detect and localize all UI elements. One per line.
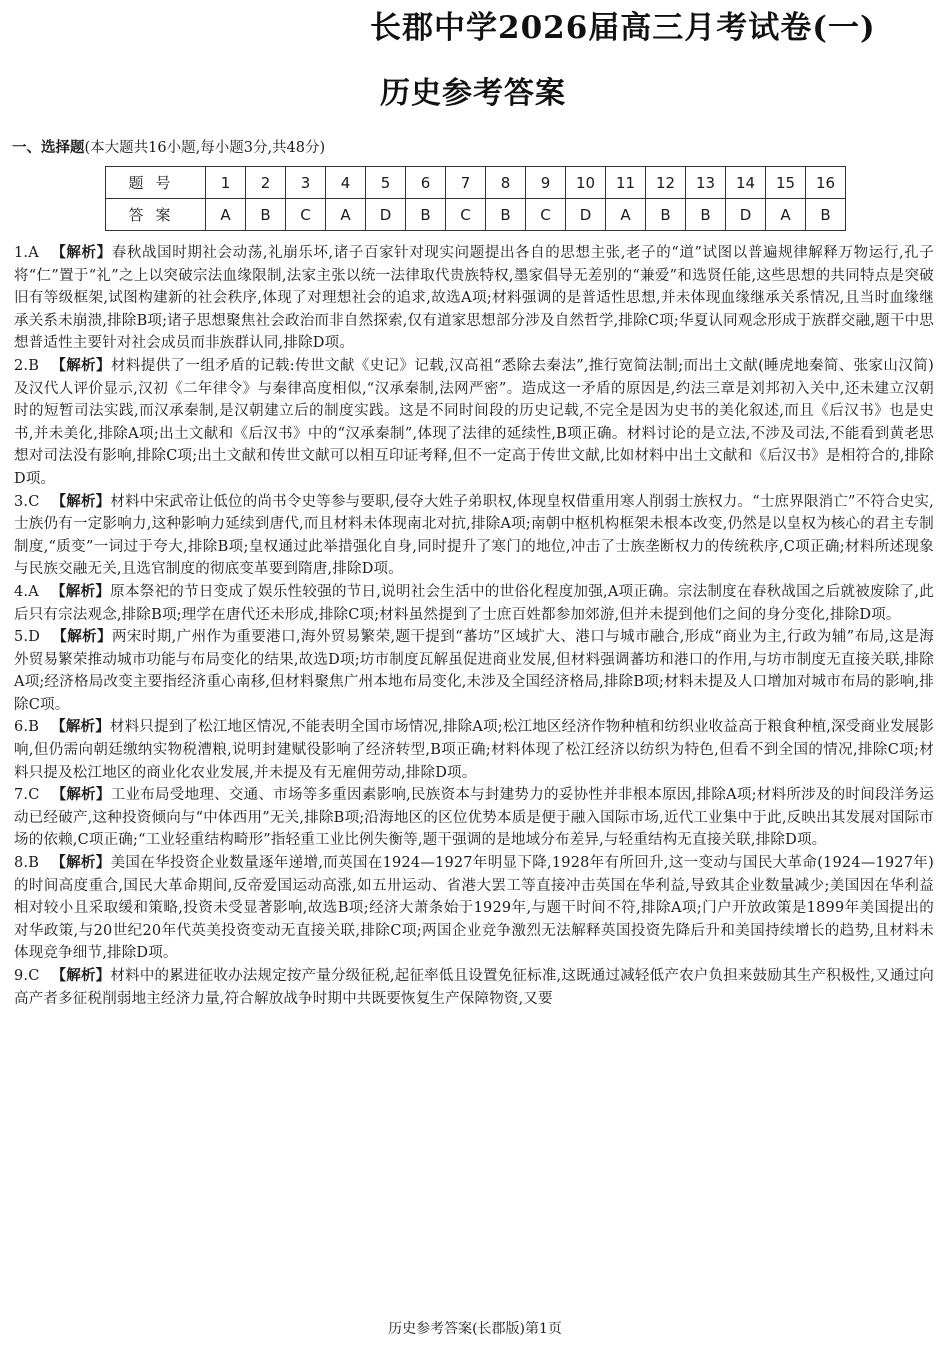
answer-cell: C	[446, 199, 486, 231]
analysis-tag: 【解析】	[50, 244, 112, 261]
answer-cell: A	[606, 199, 646, 231]
exam-title: 长郡中学2026届高三月考试卷(一)	[370, 10, 876, 46]
analysis-tag: 【解析】	[51, 718, 110, 736]
page-footer: 历史参考答案(长郡版)第1页	[388, 1321, 562, 1337]
answer-cell: B	[246, 199, 286, 231]
question-number: 7	[446, 167, 486, 199]
analysis-tag: 【解析】	[51, 967, 111, 984]
answer-row	[106, 199, 846, 231]
row-label-answer: 答案	[106, 199, 206, 231]
question-number: 9	[526, 167, 566, 199]
explanation-list	[14, 242, 934, 1010]
item-number: 4.A	[14, 583, 39, 600]
explanation-item-5	[14, 626, 934, 716]
answer-cell: D	[366, 199, 406, 231]
answer-cell: A	[206, 199, 246, 231]
answer-cell: B	[646, 199, 686, 231]
question-number: 10	[566, 167, 606, 199]
question-number: 16	[806, 167, 846, 199]
question-number: 6	[406, 167, 446, 199]
analysis-tag: 【解析】	[52, 628, 112, 646]
answer-cell: A	[326, 199, 366, 231]
explanation-text: 两宋时期,广州作为重要港口,海外贸易繁荣,题干提到“蕃坊”区域扩大、港口与城市融合,形成“商业为主,行政为辅”布局,这是海外贸易繁荣推动城市功能与布局变化的结果,故选D项;坊市制度瓦解虽促进商业发展,但材料强调蕃坊和港口的作用,与坊市制度无直接关联,排除A项;经济格局改变主要指经济重心南移,但材料聚焦广州本地布局变化,未涉及全国经济格局,排除B项;材料未提及人口增加对城市布局的影响,排除C项。	[14, 629, 934, 713]
explanation-item-3	[14, 491, 934, 581]
answer-cell: C	[526, 199, 566, 231]
question-number: 14	[726, 167, 766, 199]
explanation-text: 美国在华投资企业数量逐年递增,而英国在1924—1927年明显下降,1928年有所回升,这一变动与国民大革命(1924—1927年)的时间高度重合,国民大革命期间,反帝爱国运动高涨,如五卅运动、省港大罢工等直接冲击英国在华利益,导致其企业数量减少;美国因在华利益相对较小且采取缓和策略,投资未受显著影响,故选B项;经济大萧条始于1929年,与题干时间不符,排除A项;门户开放政策是1899年美国提出的对华政策,与20世纪20年代英美投资变动无直接关联,排除C项;两国企业竞争激烈无法解释英国投资先降后升和美国持续增长的趋势,且材料未体现竞争细节,排除D项。	[14, 855, 934, 962]
question-number: 2	[246, 167, 286, 199]
question-number: 3	[286, 167, 326, 199]
analysis-tag: 【解析】	[50, 582, 111, 600]
question-number: 11	[606, 167, 646, 199]
explanation-text: 原本祭祀的节日变成了娱乐性较强的节日,说明社会生活中的世俗化程度加强,A项正确。宗法制度在春秋战国之后就被废除了,此后只有宗法观念,排除B项;理学在唐代还未形成,排除C项;材料虽然提到了士庶百姓都参加郊游,但并未提到他们之间的身分变化,排除D项。	[14, 583, 934, 623]
question-number: 13	[686, 167, 726, 199]
explanation-item-2	[14, 355, 934, 491]
explanation-item-4	[14, 581, 934, 626]
item-number: 8.B	[14, 855, 40, 872]
explanation-item-8	[14, 852, 934, 965]
analysis-tag: 【解析】	[51, 492, 111, 510]
item-number: 3.C	[14, 493, 40, 510]
section-heading	[12, 136, 325, 157]
answer-cell: C	[286, 199, 326, 231]
explanation-text: 材料中的累进征收办法规定按产量分级征税,起征率低且设置免征标准,这既通过减轻低产农户负担来鼓励其生产积极性,又通过向高产者多征税削弱地主经济力量,符合解放战争时期中共既要恢复生产保障物资,又要	[14, 968, 934, 1007]
answer-cell: B	[686, 199, 726, 231]
section-label: 一、选择题	[12, 139, 85, 156]
question-number: 5	[366, 167, 406, 199]
question-number: 4	[326, 167, 366, 199]
item-number: 5.D	[14, 629, 41, 646]
analysis-tag: 【解析】	[51, 356, 111, 374]
analysis-tag: 【解析】	[51, 786, 111, 804]
explanation-text: 材料中宋武帝让低位的尚书令史等参与要职,侵夺大姓子弟职权,体现皇权借重用寒人削弱士族权力。“士庶界限消亡”不符合史实,士族仍有一定影响力,这种影响力延续到唐代,而且材料未体现南北对抗,排除A项;南朝中枢机构框架未根本改变,仍然是以皇权为核心的君主专制制度,“质变”一词过于夸大,排除B项;皇权通过此举措强化自身,同时提升了寒门的地位,冲击了士族垄断权力的传统秩序,C项正确;材料所述现象与民族交融无关,且选官制度的彻底变革要到隋唐,排除D项。	[14, 493, 934, 578]
answer-table	[105, 166, 846, 231]
question-number: 12	[646, 167, 686, 199]
question-number: 1	[206, 167, 246, 199]
answer-cell: B	[406, 199, 446, 231]
explanation-item-7	[14, 784, 934, 852]
answer-cell: B	[486, 199, 526, 231]
section-note: (本大题共16小题,每小题3分,共48分)	[84, 140, 326, 156]
item-number: 9.C	[14, 968, 40, 984]
answer-cell: D	[566, 199, 606, 231]
question-number-row	[106, 167, 846, 199]
explanation-item-9	[14, 965, 934, 1010]
explanation-text: 工业布局受地理、交通、市场等多重因素影响,民族资本与封建势力的妥协性并非根本原因,排除A项;材料所涉及的时间段洋务运动已经破产,这种投资倾向与“中体西用”无关,排除B项;沿海地区的区位优势本质是便于融入国际市场,近代工业集中于此,反映出其发展对国际市场的依赖,C项正确;“工业轻重结构畸形”指轻重工业比例失衡等,题干强调的是地域分布差异,与轻重结构无直接关联,排除D项。	[14, 787, 934, 849]
subject-title: 历史参考答案	[380, 76, 566, 111]
analysis-tag: 【解析】	[51, 854, 111, 872]
item-number: 2.B	[14, 357, 40, 374]
item-number: 7.C	[14, 787, 40, 804]
answer-cell: B	[806, 199, 846, 231]
item-number: 6.B	[14, 719, 40, 736]
item-number: 1.A	[14, 245, 39, 261]
explanation-text: 材料只提到了松江地区情况,不能表明全国市场情况,排除A项;松江地区经济作物种植和纺织业收益高于粮食种植,深受商业发展影响,但仍需向朝廷缴纳实物税漕粮,说明封建赋役影响了经济转型,B项正确;材料体现了松江经济以纺织为特色,但看不到全国的情况,排除C项;材料只提及松江地区的商业化农业发展,并未提及有无雇佣劳动,排除D项。	[14, 719, 934, 781]
explanation-text: 春秋战国时期社会动荡,礼崩乐坏,诸子百家针对现实问题提出各自的思想主张,老子的“道”试图以普遍规律解释万物运行,孔子将“仁”置于“礼”之上以突破宗法血缘限制,法家主张以统一法律取代贵族特权,墨家倡导无差别的“兼爱”和选贤任能,这些思想的共同特点是突破旧有等级框架,试图构建新的社会秩序,体现了对理想社会的追求,故选A项;材料强调的是普适性思想,并未体现血缘继承关系情况,且当时血缘继承关系未崩溃,排除B项;诸子思想聚焦社会政治而非自然探索,仅有道家思想部分涉及自然哲学,排除C项;华夏认同观念形成于族群交融,题干中思想普适性主要针对社会成员而非族群认同,排除D项。	[14, 245, 934, 352]
question-number: 8	[486, 167, 526, 199]
explanation-text: 材料提供了一组矛盾的记载:传世文献《史记》记载,汉高祖“悉除去秦法”,推行宽简法制;而出土文献(睡虎地秦简、张家山汉简)及汉代人评价显示,汉初《二年律令》与秦律高度相似,“汉承秦制,法网严密”。造成这一矛盾的原因是,约法三章是刘邦初入关中,还未建立汉朝时的短暂司法实践,而汉承秦制,是汉朝建立后的制度实践。这是不同时间段的历史记载,不完全是因为史书的美化叙述,而且《后汉书》也是史书,并未美化,排除A项;出土文献和《后汉书》中的“汉承秦制”,体现了法律的延续性,B项正确。材料讨论的是立法,不涉及司法,不能看到黄老思想对司法没有影响,排除C项;出土文献和传世文献可以相互印证考释,但不一定高于传世文献,比如材料中出土文献和《后汉书》是相符合的,排除D项。	[14, 357, 935, 487]
answer-cell: D	[726, 199, 766, 231]
explanation-item-6	[14, 716, 934, 784]
row-label-question: 题号	[106, 167, 206, 199]
question-number: 15	[766, 167, 806, 199]
explanation-item-1	[14, 242, 934, 355]
answer-cell: A	[766, 199, 806, 231]
